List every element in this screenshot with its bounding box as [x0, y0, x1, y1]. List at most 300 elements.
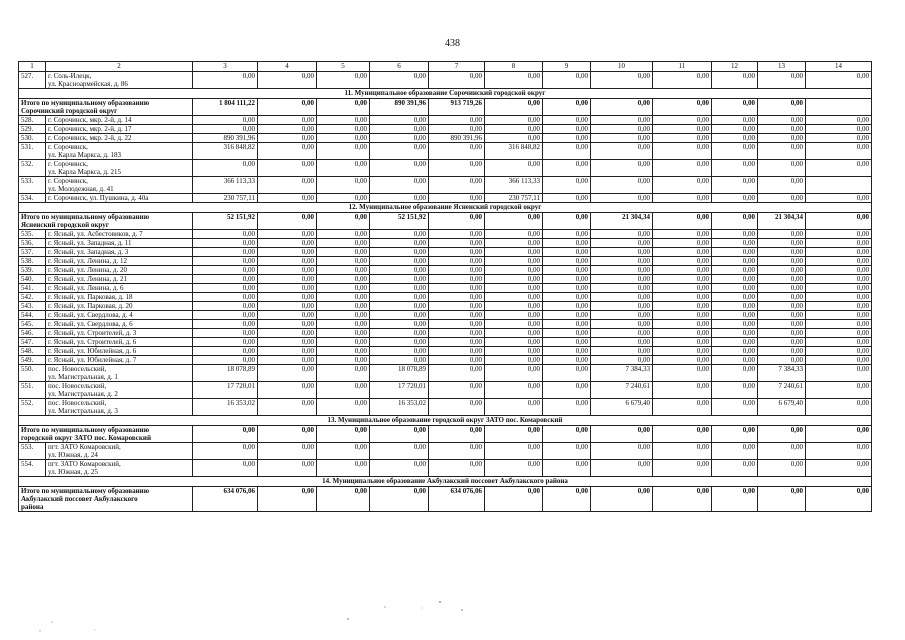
value-cell: 0,00: [653, 116, 712, 125]
value-cell: 0,00: [429, 329, 485, 338]
address-line: г. Ясный, ул. Западная, д. 3: [48, 248, 129, 256]
value-cell: 0,00: [758, 460, 806, 477]
value-cell: 0,00: [485, 302, 543, 311]
value-cell: 0,00: [806, 143, 872, 160]
value-cell: 0,00: [193, 460, 258, 477]
value-cell: 316 848,82: [485, 143, 543, 160]
value-cell: 0,00: [258, 177, 317, 194]
value-cell: 0,00: [712, 382, 758, 399]
value-cell: 0,00: [806, 275, 872, 284]
value-cell: 0,00: [653, 239, 712, 248]
value-cell: 0,00: [591, 248, 653, 257]
value-cell: 0,00: [653, 356, 712, 365]
row-number: 534.: [19, 194, 46, 203]
address-cell: [46, 443, 193, 460]
value-cell: 0,00: [485, 99, 543, 116]
row-number: 546.: [19, 329, 46, 338]
address-line: пос. Новосельский,: [48, 365, 107, 373]
table-row: [19, 399, 872, 416]
value-cell: 0,00: [758, 338, 806, 347]
value-cell: 0,00: [712, 329, 758, 338]
value-cell: 0,00: [758, 99, 806, 116]
value-cell: 0,00: [806, 347, 872, 356]
value-cell: 0,00: [258, 487, 317, 512]
value-cell: 0,00: [806, 356, 872, 365]
value-cell: 0,00: [193, 338, 258, 347]
value-cell: 0,00: [258, 213, 317, 230]
address-cell: [46, 382, 193, 399]
address-cell: [46, 320, 193, 329]
address-line: г. Ясный, ул. Асбестовиков, д. 7: [48, 230, 143, 238]
value-cell: 0,00: [543, 213, 591, 230]
value-cell: 0,00: [758, 302, 806, 311]
value-cell: 0,00: [429, 275, 485, 284]
value-cell: 0,00: [429, 443, 485, 460]
value-cell: 0,00: [591, 347, 653, 356]
value-cell: 0,00: [543, 239, 591, 248]
value-cell: 0,00: [806, 284, 872, 293]
value-cell: 0,00: [758, 72, 806, 89]
value-cell: 0,00: [758, 248, 806, 257]
value-cell: 0,00: [429, 460, 485, 477]
row-number: 552.: [19, 399, 46, 416]
value-cell: 0,00: [543, 257, 591, 266]
row-number: 540.: [19, 275, 46, 284]
address-line: г. Соль-Илецк,: [48, 72, 92, 80]
value-cell: 0,00: [485, 311, 543, 320]
value-cell: 0,00: [370, 302, 429, 311]
value-cell: 0,00: [653, 275, 712, 284]
value-cell: 0,00: [712, 248, 758, 257]
value-cell: 0,00: [370, 293, 429, 302]
row-number: 547.: [19, 338, 46, 347]
value-cell: 0,00: [543, 194, 591, 203]
value-cell: 21 304,34: [591, 213, 653, 230]
value-cell: 17 720,01: [370, 382, 429, 399]
value-cell: 0,00: [429, 177, 485, 194]
value-cell: 0,00: [712, 194, 758, 203]
header-cell: 6: [370, 62, 429, 72]
value-cell: 0,00: [258, 266, 317, 275]
value-cell: 0,00: [429, 160, 485, 177]
value-cell: 0,00: [370, 134, 429, 143]
table-row: [19, 365, 872, 382]
header-cell: 14: [806, 62, 872, 72]
section-heading-row: [19, 416, 872, 426]
value-cell: 0,00: [485, 399, 543, 416]
value-cell: 0,00: [258, 248, 317, 257]
total-label-line: Итого по муниципальному образованию: [21, 99, 150, 107]
value-cell: 0,00: [591, 426, 653, 443]
value-cell: 0,00: [653, 143, 712, 160]
value-cell: 0,00: [429, 213, 485, 230]
value-cell: 0,00: [485, 275, 543, 284]
value-cell: 0,00: [370, 356, 429, 365]
value-cell: 0,00: [653, 329, 712, 338]
value-cell: 0,00: [653, 160, 712, 177]
value-cell: 0,00: [317, 399, 370, 416]
address-cell: [46, 302, 193, 311]
value-cell: 0,00: [653, 257, 712, 266]
table-row: [19, 320, 872, 329]
value-cell: 0,00: [712, 320, 758, 329]
value-cell: 0,00: [712, 230, 758, 239]
value-cell: 0,00: [193, 302, 258, 311]
value-cell: 0,00: [429, 266, 485, 275]
value-cell: 0,00: [653, 266, 712, 275]
value-cell: 17 720,01: [193, 382, 258, 399]
value-cell: 52 151,92: [370, 213, 429, 230]
value-cell: 0,00: [193, 239, 258, 248]
value-cell: 0,00: [591, 134, 653, 143]
value-cell: 0,00: [485, 284, 543, 293]
value-cell: 0,00: [258, 356, 317, 365]
value-cell: 0,00: [543, 160, 591, 177]
row-number: 545.: [19, 320, 46, 329]
table-row: [19, 382, 872, 399]
value-cell: 0,00: [758, 177, 806, 194]
value-cell: 0,00: [317, 302, 370, 311]
value-cell: 0,00: [653, 230, 712, 239]
value-cell: 0,00: [591, 293, 653, 302]
address-line: г. Сорочинск, мкр. 2-й, д. 22: [48, 134, 132, 142]
value-cell: 0,00: [317, 293, 370, 302]
value-cell: 0,00: [485, 160, 543, 177]
value-cell: 0,00: [370, 239, 429, 248]
value-cell: 0,00: [258, 311, 317, 320]
value-cell: 230 757,11: [485, 194, 543, 203]
value-cell: 890 391,96: [370, 99, 429, 116]
value-cell: 0,00: [429, 365, 485, 382]
row-number: 544.: [19, 311, 46, 320]
value-cell: 18 078,89: [370, 365, 429, 382]
value-cell: 0,00: [543, 487, 591, 512]
table-row: [19, 338, 872, 347]
value-cell: 0,00: [653, 426, 712, 443]
value-cell: 0,00: [543, 125, 591, 134]
value-cell: 0,00: [806, 382, 872, 399]
value-cell: 0,00: [591, 443, 653, 460]
value-cell: 0,00: [653, 293, 712, 302]
value-cell: 0,00: [317, 230, 370, 239]
value-cell: 0,00: [712, 213, 758, 230]
value-cell: 0,00: [653, 302, 712, 311]
value-cell: 0,00: [543, 230, 591, 239]
value-cell: 0,00: [317, 266, 370, 275]
address-line: пос. Новосельский,: [48, 382, 107, 390]
value-cell: 0,00: [758, 266, 806, 275]
value-cell: 0,00: [712, 338, 758, 347]
row-number: 543.: [19, 302, 46, 311]
value-cell: 0,00: [317, 194, 370, 203]
value-cell: 6 679,40: [758, 399, 806, 416]
value-cell: 0,00: [806, 487, 872, 512]
value-cell: 0,00: [758, 230, 806, 239]
value-cell: 0,00: [712, 72, 758, 89]
value-cell: 0,00: [485, 329, 543, 338]
value-cell: 0,00: [485, 365, 543, 382]
value-cell: 0,00: [806, 329, 872, 338]
value-cell: 0,00: [806, 338, 872, 347]
value-cell: 0,00: [258, 347, 317, 356]
value-cell: 366 113,33: [485, 177, 543, 194]
value-cell: 0,00: [758, 487, 806, 512]
address-line: г. Ясный, ул. Ленина, д. 6: [48, 284, 124, 292]
table-row: [19, 356, 872, 365]
row-number: 530.: [19, 134, 46, 143]
value-cell: 0,00: [712, 275, 758, 284]
value-cell: 0,00: [370, 257, 429, 266]
value-cell: 366 113,33: [193, 177, 258, 194]
address-cell: [46, 257, 193, 266]
total-label-line: Итого по муниципальному образованию: [21, 426, 150, 434]
value-cell: 0,00: [591, 275, 653, 284]
value-cell: 0,00: [653, 284, 712, 293]
value-cell: 0,00: [758, 320, 806, 329]
value-cell: 0,00: [258, 116, 317, 125]
value-cell: 0,00: [758, 443, 806, 460]
value-cell: 0,00: [543, 311, 591, 320]
row-number: 533.: [19, 177, 46, 194]
value-cell: 0,00: [258, 99, 317, 116]
value-cell: 0,00: [370, 143, 429, 160]
value-cell: 0,00: [370, 426, 429, 443]
table-row: [19, 284, 872, 293]
address-line: г. Ясный, ул. Строителей, д. 6: [48, 338, 137, 346]
value-cell: 0,00: [758, 275, 806, 284]
section-heading-row: [19, 477, 872, 487]
value-cell: 0,00: [591, 125, 653, 134]
value-cell: 0,00: [370, 284, 429, 293]
value-cell: 0,00: [485, 116, 543, 125]
value-cell: 0,00: [193, 320, 258, 329]
value-cell: 0,00: [317, 177, 370, 194]
value-cell: 0,00: [370, 230, 429, 239]
value-cell: 0,00: [653, 194, 712, 203]
total-label-line: Сорочинский городской округ: [21, 107, 118, 115]
value-cell: 0,00: [758, 284, 806, 293]
value-cell: 0,00: [591, 257, 653, 266]
value-cell: 0,00: [258, 443, 317, 460]
value-cell: 0,00: [258, 399, 317, 416]
value-cell: 0,00: [591, 338, 653, 347]
value-cell: 0,00: [317, 320, 370, 329]
value-cell: 0,00: [258, 382, 317, 399]
value-cell: 0,00: [317, 72, 370, 89]
value-cell: 0,00: [591, 143, 653, 160]
value-cell: 0,00: [591, 160, 653, 177]
table-row: [19, 194, 872, 203]
address-line: г. Ясный, ул. Юбилейная, д. 6: [48, 347, 137, 355]
value-cell: 0,00: [653, 382, 712, 399]
section-heading: 11. Муниципальное образование Сорочинский городской округ: [19, 89, 872, 99]
value-cell: [806, 99, 872, 116]
value-cell: 0,00: [806, 266, 872, 275]
value-cell: 0,00: [370, 194, 429, 203]
address-cell: [46, 72, 193, 89]
section-heading: 12. Муниципальное образование Ясненский городской округ: [19, 203, 872, 213]
row-number: 538.: [19, 257, 46, 266]
row-number: 548.: [19, 347, 46, 356]
address-line: г. Сорочинск, ул. Пушкина, д. 40а: [48, 194, 149, 202]
value-cell: 0,00: [591, 302, 653, 311]
value-cell: 0,00: [758, 347, 806, 356]
value-cell: 0,00: [653, 338, 712, 347]
address-cell: [46, 143, 193, 160]
value-cell: 0,00: [653, 365, 712, 382]
value-cell: 0,00: [806, 302, 872, 311]
address-cell: [46, 338, 193, 347]
value-cell: 0,00: [193, 72, 258, 89]
value-cell: 0,00: [485, 266, 543, 275]
value-cell: 0,00: [806, 125, 872, 134]
value-cell: 0,00: [806, 460, 872, 477]
address-cell: [46, 329, 193, 338]
address-cell: [46, 239, 193, 248]
value-cell: 0,00: [370, 338, 429, 347]
value-cell: 0,00: [543, 284, 591, 293]
header-cell: 4: [258, 62, 317, 72]
value-cell: 0,00: [591, 329, 653, 338]
value-cell: 0,00: [317, 125, 370, 134]
value-cell: 0,00: [429, 382, 485, 399]
value-cell: 0,00: [712, 426, 758, 443]
value-cell: 0,00: [429, 194, 485, 203]
value-cell: 0,00: [193, 329, 258, 338]
value-cell: 0,00: [429, 143, 485, 160]
column-number-header: [19, 62, 872, 72]
value-cell: [806, 177, 872, 194]
value-cell: 0,00: [193, 266, 258, 275]
address-cell: [46, 177, 193, 194]
value-cell: 0,00: [543, 72, 591, 89]
address-cell: [46, 347, 193, 356]
value-cell: 0,00: [758, 116, 806, 125]
value-cell: 0,00: [806, 239, 872, 248]
header-cell: 10: [591, 62, 653, 72]
cost-table: [18, 61, 872, 512]
value-cell: 0,00: [543, 460, 591, 477]
value-cell: 0,00: [653, 311, 712, 320]
value-cell: 0,00: [806, 426, 872, 443]
value-cell: 0,00: [485, 230, 543, 239]
value-cell: 0,00: [370, 248, 429, 257]
address-cell: [46, 275, 193, 284]
address-line: ул. Карла Маркса, д. 215: [48, 168, 122, 176]
address-line: г. Ясный, ул. Строителей, д. 3: [48, 329, 137, 337]
value-cell: 0,00: [806, 194, 872, 203]
address-line: г. Сорочинск,: [48, 160, 88, 168]
value-cell: 0,00: [317, 213, 370, 230]
value-cell: 0,00: [712, 160, 758, 177]
value-cell: 0,00: [485, 125, 543, 134]
value-cell: 0,00: [806, 248, 872, 257]
value-cell: 0,00: [712, 311, 758, 320]
value-cell: 0,00: [543, 134, 591, 143]
value-cell: 0,00: [758, 160, 806, 177]
table-row: [19, 460, 872, 477]
table-row: [19, 134, 872, 143]
value-cell: 0,00: [712, 302, 758, 311]
table-row: [19, 230, 872, 239]
address-line: пос. Новосельский,: [48, 399, 107, 407]
value-cell: 0,00: [591, 284, 653, 293]
value-cell: 0,00: [317, 365, 370, 382]
value-cell: 0,00: [591, 194, 653, 203]
value-cell: 0,00: [258, 338, 317, 347]
value-cell: 0,00: [712, 99, 758, 116]
row-number: 551.: [19, 382, 46, 399]
value-cell: 0,00: [712, 125, 758, 134]
row-number: 539.: [19, 266, 46, 275]
value-cell: 0,00: [317, 248, 370, 257]
value-cell: 0,00: [429, 426, 485, 443]
address-line: ул. Карла Маркса, д. 183: [48, 151, 122, 159]
value-cell: 0,00: [317, 239, 370, 248]
value-cell: 0,00: [429, 356, 485, 365]
address-line: г. Сорочинск,: [48, 177, 88, 185]
value-cell: 0,00: [758, 426, 806, 443]
row-number: 531.: [19, 143, 46, 160]
value-cell: 0,00: [429, 72, 485, 89]
value-cell: 0,00: [591, 356, 653, 365]
total-label: [19, 213, 193, 230]
value-cell: 0,00: [370, 320, 429, 329]
table-row: [19, 275, 872, 284]
value-cell: 0,00: [485, 293, 543, 302]
address-line: г. Ясный, ул. Ленина, д. 12: [48, 257, 127, 265]
value-cell: 0,00: [712, 443, 758, 460]
address-line: г. Сорочинск,: [48, 143, 88, 151]
value-cell: 0,00: [258, 134, 317, 143]
value-cell: 0,00: [258, 125, 317, 134]
value-cell: 0,00: [429, 347, 485, 356]
value-cell: 0,00: [429, 284, 485, 293]
value-cell: 0,00: [258, 293, 317, 302]
value-cell: 0,00: [370, 347, 429, 356]
address-cell: [46, 365, 193, 382]
total-row: [19, 99, 872, 116]
value-cell: 0,00: [806, 160, 872, 177]
value-cell: 0,00: [653, 213, 712, 230]
value-cell: 0,00: [758, 134, 806, 143]
value-cell: 0,00: [485, 257, 543, 266]
value-cell: 0,00: [258, 257, 317, 266]
value-cell: 0,00: [712, 365, 758, 382]
value-cell: 0,00: [543, 338, 591, 347]
value-cell: 0,00: [485, 460, 543, 477]
value-cell: 0,00: [258, 302, 317, 311]
value-cell: 0,00: [806, 443, 872, 460]
value-cell: 0,00: [193, 230, 258, 239]
address-cell: [46, 194, 193, 203]
value-cell: 0,00: [712, 257, 758, 266]
value-cell: 0,00: [317, 329, 370, 338]
value-cell: 0,00: [429, 320, 485, 329]
address-line: г. Ясный, ул. Ленина, д. 21: [48, 275, 127, 283]
value-cell: 0,00: [485, 382, 543, 399]
value-cell: 0,00: [370, 275, 429, 284]
value-cell: 0,00: [370, 443, 429, 460]
value-cell: 0,00: [591, 266, 653, 275]
value-cell: 0,00: [653, 177, 712, 194]
value-cell: 0,00: [317, 443, 370, 460]
value-cell: 0,00: [543, 365, 591, 382]
table-row: [19, 347, 872, 356]
row-number: 536.: [19, 239, 46, 248]
value-cell: 0,00: [591, 239, 653, 248]
value-cell: 0,00: [429, 239, 485, 248]
